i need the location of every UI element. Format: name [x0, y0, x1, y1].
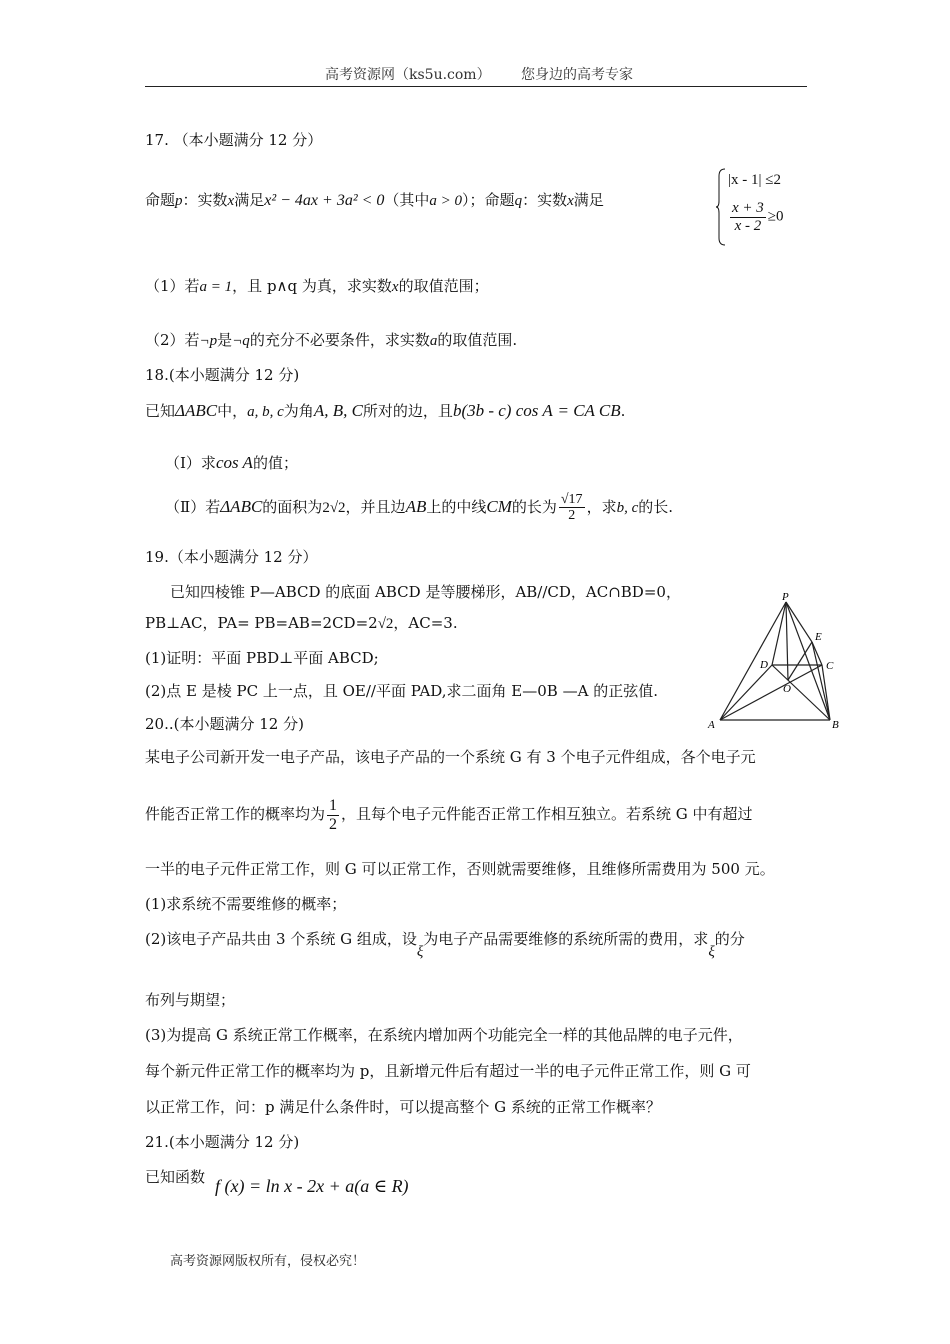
- q20-line5: (2)该电子产品共由 3 个系统 G 组成，设ξ为电子产品需要维修的系统所需的费用，求ξ的分: [145, 930, 745, 960]
- header-rule: [145, 86, 807, 87]
- q18-part1: （Ⅰ）求cos A的值；: [165, 453, 298, 472]
- system-brace: [716, 168, 726, 246]
- q19-line1: 已知四棱锥 P—ABCD 的底面 ABCD 是等腰梯形，AB//CD，AC∩BD=0，: [170, 583, 681, 601]
- pyramid-figure: [700, 590, 850, 735]
- q17-title: 17. （本小题满分 12 分）: [145, 131, 323, 149]
- header-slogan: 您身边的高考专家: [521, 67, 633, 83]
- q19-title: 19.（本小题满分 12 分）: [145, 548, 318, 566]
- fig-label-d: D: [760, 659, 768, 671]
- q20-line1: 某电子公司新开发一电子产品，该电子产品的一个系统 G 有 3 个电子元件组成，各个电子元: [145, 748, 756, 766]
- q20-line8: 每个新元件正常工作的概率均为 p，且新增元件后有超过一半的电子元件正常工作，则 G 可: [145, 1062, 751, 1080]
- q19-line2: PB⊥AC，PA= PB=AB=2CD=2√2，AC=3.: [145, 614, 458, 632]
- fig-label-p: P: [782, 591, 789, 603]
- q18-part2: （Ⅱ）若ΔABC的面积为2√2，并且边AB上的中线CM的长为 $\frac{√17}{2}$ ，求b, c的长.: [165, 492, 674, 524]
- q20-title: 20..(本小题满分 12 分): [145, 715, 304, 733]
- q20-line3: 一半的电子元件正常工作，则 G 可以正常工作，否则就需要维修，且维修所需费用为 500 元。: [145, 860, 775, 878]
- system-line-2: $\frac{x + 3}{x - 2}$ ≥0: [732, 200, 784, 234]
- q18-statement: 已知ΔABC中，a, b, c为角A, B, C所对的边，且b(3b - c) cos A = CA CB.: [145, 401, 626, 420]
- fig-label-c: C: [826, 660, 834, 672]
- q20-line4: (1)求系统不需要维修的概率；: [145, 895, 347, 913]
- fig-label-b: B: [832, 719, 839, 731]
- q20-line7: (3)为提高 G 系统正常工作概率，在系统内增加两个功能完全一样的其他品牌的电子元件，: [145, 1026, 743, 1044]
- q17-part2: （2）若¬p是¬q的充分不必要条件，求实数a的取值范围.: [145, 331, 518, 349]
- q20-line9: 以正常工作，问：p 满足什么条件时，可以提高整个 G 系统的正常工作概率？: [145, 1098, 661, 1116]
- q21-line1: 已知函数: [145, 1168, 206, 1186]
- fig-label-o: O: [783, 683, 791, 695]
- q17-inequality: x² − 4ax + 3a² < 0: [264, 192, 385, 209]
- q19-line3: (1)证明：平面 PBD⊥平面 ABCD;: [145, 649, 379, 667]
- footer: 高考资源网版权所有，侵权必究！: [170, 1254, 366, 1269]
- fig-label-e: E: [815, 631, 822, 643]
- q17-statement: 命题p：实数x满足x² − 4ax + 3a² < 0（其中a > 0）；命题q：实数x满足: [145, 191, 604, 209]
- q21-title: 21.(本小题满分 12 分): [145, 1133, 300, 1151]
- q19-line4: (2)点 E 是棱 PC 上一点，且 OE//平面 PAD,求二面角 E—0B —A 的正弦值.: [145, 682, 658, 700]
- fig-label-a: A: [708, 719, 715, 731]
- q21-function: f (x) = ln x - 2x + a(a ∈ R): [215, 1176, 409, 1196]
- q18-title: 18.(本小题满分 12 分): [145, 366, 300, 384]
- q20-line6: 布列与期望；: [145, 991, 236, 1009]
- q20-line2: 件能否正常工作的概率均为 $\frac{1}{2}$ ，且每个电子元件能否正常工作相互独立。若系统 G 中有超过: [145, 797, 753, 833]
- header-site: 高考资源网（ks5u.com）: [325, 67, 491, 83]
- q17-part1: （1）若a = 1，且 p∧q 为真，求实数x的取值范围；: [145, 277, 489, 295]
- system-line-1: |x - 1| ≤2: [728, 172, 781, 188]
